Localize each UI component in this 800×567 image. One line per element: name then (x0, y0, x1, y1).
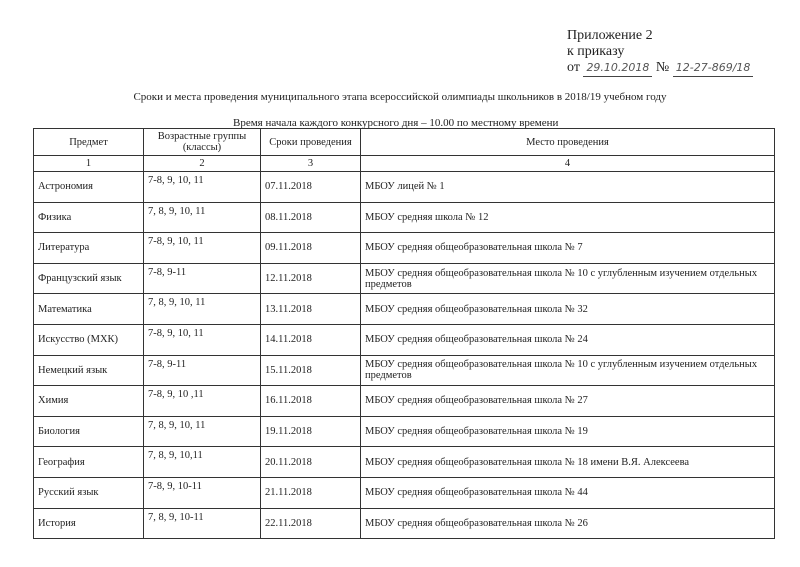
ages-cell: 7-8, 9, 10, 11 (144, 233, 261, 264)
index-cell: 4 (361, 156, 775, 172)
table-row (34, 233, 775, 264)
ages-cell: 7, 8, 9, 10,11 (144, 447, 261, 478)
venue-cell: МБОУ средняя общеобразовательная школа № 18 имени В.Я. Алексеева (361, 447, 775, 478)
date-cell: 21.11.2018 (261, 477, 361, 508)
ages-cell: 7, 8, 9, 10, 11 (144, 202, 261, 233)
document-subtitle: Время начала каждого конкурсного дня – 10.00 по местному времени (233, 117, 559, 129)
ages-cell: 7, 8, 9, 10-11 (144, 508, 261, 539)
date-cell: 15.11.2018 (261, 355, 361, 386)
venue-cell: МБОУ средняя общеобразовательная школа № 26 (361, 508, 775, 539)
date-cell: 14.11.2018 (261, 324, 361, 355)
venue-cell: МБОУ средняя общеобразовательная школа № 32 (361, 294, 775, 325)
table-header-row (34, 129, 775, 156)
date-cell: 12.11.2018 (261, 263, 361, 294)
column-index-row (34, 156, 775, 172)
table-row (34, 355, 775, 386)
ages-cell: 7-8, 9, 10-11 (144, 477, 261, 508)
ages-cell: 7, 8, 9, 10, 11 (144, 416, 261, 447)
order-date: 29.10.2018 (583, 60, 652, 77)
date-cell: 13.11.2018 (261, 294, 361, 325)
appendix-line1: Приложение 2 (567, 28, 653, 43)
subject-cell: Литература (34, 233, 144, 264)
table-row (34, 447, 775, 478)
index-cell: 3 (261, 156, 361, 172)
subject-cell: История (34, 508, 144, 539)
date-cell: 19.11.2018 (261, 416, 361, 447)
venue-cell: МБОУ средняя общеобразовательная школа № 44 (361, 477, 775, 508)
table-row (34, 416, 775, 447)
subject-cell: Биология (34, 416, 144, 447)
ages-cell: 7-8, 9-11 (144, 263, 261, 294)
venue-cell: МБОУ средняя общеобразовательная школа № 10 с углубленным изучением отдельных предметов (361, 263, 775, 294)
table-row (34, 202, 775, 233)
ages-cell: 7-8, 9, 10 ,11 (144, 386, 261, 417)
ages-cell: 7-8, 9, 10, 11 (144, 324, 261, 355)
appendix-line2: к приказу (567, 44, 625, 59)
document-title: Сроки и места проведения муниципального этапа всероссийской олимпиады школьников в 2018/19 учебном году (133, 91, 667, 103)
date-cell: 09.11.2018 (261, 233, 361, 264)
venue-cell: МБОУ средняя общеобразовательная школа № 27 (361, 386, 775, 417)
table-row (34, 172, 775, 203)
subject-cell: Астрономия (34, 172, 144, 203)
index-cell: 1 (34, 156, 144, 172)
index-cell: 2 (144, 156, 261, 172)
subject-cell: Математика (34, 294, 144, 325)
schedule-table (33, 128, 775, 539)
ages-cell: 7-8, 9-11 (144, 355, 261, 386)
header-venue: Место проведения (361, 129, 775, 156)
venue-cell: МБОУ средняя школа № 12 (361, 202, 775, 233)
from-label: от (567, 60, 580, 75)
number-label: № (655, 60, 670, 75)
subject-cell: Немецкий язык (34, 355, 144, 386)
table-row (34, 508, 775, 539)
venue-cell: МБОУ средняя общеобразовательная школа № 7 (361, 233, 775, 264)
ages-cell: 7-8, 9, 10, 11 (144, 172, 261, 203)
subject-cell: Искусство (МХК) (34, 324, 144, 355)
subject-cell: Русский язык (34, 477, 144, 508)
header-ages: Возрастные группы (классы) (144, 129, 261, 156)
subject-cell: Французский язык (34, 263, 144, 294)
date-cell: 22.11.2018 (261, 508, 361, 539)
ages-cell: 7, 8, 9, 10, 11 (144, 294, 261, 325)
table-row (34, 324, 775, 355)
date-cell: 20.11.2018 (261, 447, 361, 478)
subject-cell: География (34, 447, 144, 478)
table-row (34, 263, 775, 294)
date-cell: 16.11.2018 (261, 386, 361, 417)
date-cell: 07.11.2018 (261, 172, 361, 203)
subject-cell: Химия (34, 386, 144, 417)
table-row (34, 477, 775, 508)
subject-cell: Физика (34, 202, 144, 233)
table-row (34, 386, 775, 417)
venue-cell: МБОУ средняя общеобразовательная школа № 10 с углубленным изучением отдельных предметов (361, 355, 775, 386)
header-dates: Сроки проведения (261, 129, 361, 156)
date-cell: 08.11.2018 (261, 202, 361, 233)
order-number: 12-27-869/18 (673, 60, 754, 77)
table-row (34, 294, 775, 325)
venue-cell: МБОУ средняя общеобразовательная школа № 24 (361, 324, 775, 355)
appendix-note (567, 28, 753, 77)
venue-cell: МБОУ средняя общеобразовательная школа № 19 (361, 416, 775, 447)
venue-cell: МБОУ лицей № 1 (361, 172, 775, 203)
header-subject: Предмет (34, 129, 144, 156)
